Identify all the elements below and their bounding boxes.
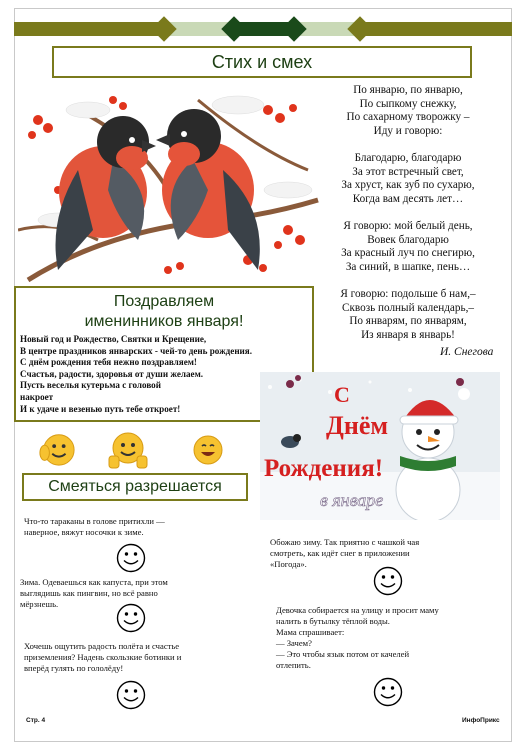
greeting-line: Пусть веселья кутерьма с головой	[20, 380, 161, 391]
publication-name: ИнфоПрикс	[462, 717, 500, 724]
top-decorative-band	[14, 8, 512, 38]
joke-line: смотреть, как идёт снег в приложении	[270, 548, 410, 558]
joke-line: Хочешь ощутить радость полёта и счастье	[24, 641, 180, 651]
january-birthday-card-image	[260, 372, 500, 520]
band-diamond	[151, 16, 176, 41]
poem-line: Я говорю: подольше б нам,–	[340, 287, 476, 300]
joke-line: выглядишь как пингвин, но всё равно	[20, 588, 158, 598]
greeting-line: В центре праздников январских - чей-то день рождения.	[20, 345, 252, 356]
joke-line: «Погода».	[270, 559, 307, 569]
joke-line: Что-то тараканы в голове притихли —	[24, 516, 165, 526]
poem-stanza	[318, 220, 498, 274]
page-number: Стр. 4	[26, 717, 46, 724]
waving-smiley-emoji-icon	[38, 430, 76, 468]
band-olive-right	[360, 22, 512, 36]
poem-line: Я говорю: мой белый день,	[343, 219, 473, 232]
joke-line: отлепить.	[276, 660, 311, 670]
joke-line: наверное, вяжут носочки к зиме.	[24, 527, 144, 537]
greeting-line: накроет	[20, 391, 54, 402]
greeting-title-line: Поздравляем	[113, 293, 215, 310]
thumbs-up-smiley-emoji-icon	[106, 428, 150, 472]
band-diamond	[281, 16, 306, 41]
bullfinches-illustration	[18, 80, 320, 286]
greeting-title	[16, 292, 312, 332]
poem	[318, 84, 498, 356]
poem-author: И. Снегова	[440, 346, 494, 358]
card-text-v-yanvare: в январе	[320, 490, 384, 510]
greeting-line: С днём рождения тебя нежно поздравляем!	[20, 357, 197, 368]
poem-line: За хруст, как зуб по сухарю,	[341, 179, 475, 192]
joke-line: мёрзнешь.	[20, 599, 59, 609]
smiley-face-icon	[373, 677, 403, 707]
poem-stanza	[318, 84, 498, 138]
section-title-poem: Стих и смех	[52, 46, 472, 78]
joke-line: вперёд гулять по гололёду!	[24, 663, 124, 673]
poem-line: Когда вам десять лет…	[352, 192, 464, 205]
smiley-face-icon	[116, 603, 146, 633]
joke-line: налить в бутылку тёплой воды.	[276, 616, 390, 626]
poem-line: За синий, в шапке, пень…	[345, 260, 471, 273]
poem-line: За этот встречный свет,	[352, 165, 464, 178]
poem-line: По январям, по январям,	[349, 315, 467, 328]
band-diamond	[347, 16, 372, 41]
poem-line: По январю, по январю,	[353, 84, 463, 96]
poem-line: По сыпкому снежку,	[359, 97, 457, 110]
joke-line: — Зачем?	[276, 638, 312, 648]
greeting-line: И к удаче и везенью путь тебе откроет!	[20, 403, 181, 414]
smiley-face-icon	[373, 566, 403, 596]
band-olive-left	[14, 22, 164, 36]
joke-line: Зима. Одеваешься как капуста, при этом	[20, 577, 168, 587]
poem-line: Сквозь полный календарь,–	[342, 301, 474, 314]
poem-line: По сахарному творожку –	[346, 111, 470, 124]
joke-warm-water	[276, 605, 498, 671]
card-text-rozhdeniya: Рождения!	[264, 455, 384, 482]
joke-line: приземления? Надень скользкие ботинки и	[24, 652, 182, 662]
joke-ice-walk	[24, 641, 252, 674]
card-text-dnem: Днём	[326, 411, 389, 440]
poem-line: Иду и говорю:	[373, 124, 443, 137]
greeting-line: Счастья, радости, здоровья от души желаем.	[20, 368, 204, 379]
band-diamond	[221, 16, 246, 41]
section-title-jokes: Смеяться разрешается	[22, 473, 248, 501]
card-text-c: С	[334, 382, 350, 407]
joke-line: Обожаю зиму. Так приятно с чашкой чая	[270, 537, 420, 547]
happy-smiley-emoji-icon	[192, 434, 224, 466]
joke-line: — Это чтобы язык потом от качелей	[276, 649, 410, 659]
joke-cockroaches	[24, 516, 238, 538]
greeting-title-line: именинников января!	[84, 313, 244, 330]
poem-stanza	[318, 288, 498, 342]
joke-line: Мама спрашивает:	[276, 627, 345, 637]
smiley-face-icon	[116, 543, 146, 573]
poem-line: Вовек благодарю	[367, 233, 449, 246]
poem-line: Благодарю, благодарю	[354, 151, 462, 164]
poem-line: Из января в январь!	[361, 328, 455, 341]
poem-line: За красный луч по снегирю,	[341, 247, 475, 260]
poem-stanza	[318, 152, 498, 206]
smiley-face-icon	[116, 680, 146, 710]
joke-line: Девочка собирается на улицу и просит маму	[276, 605, 439, 615]
greeting-line: Новый год и Рождество, Святки и Крещение,	[20, 334, 207, 344]
